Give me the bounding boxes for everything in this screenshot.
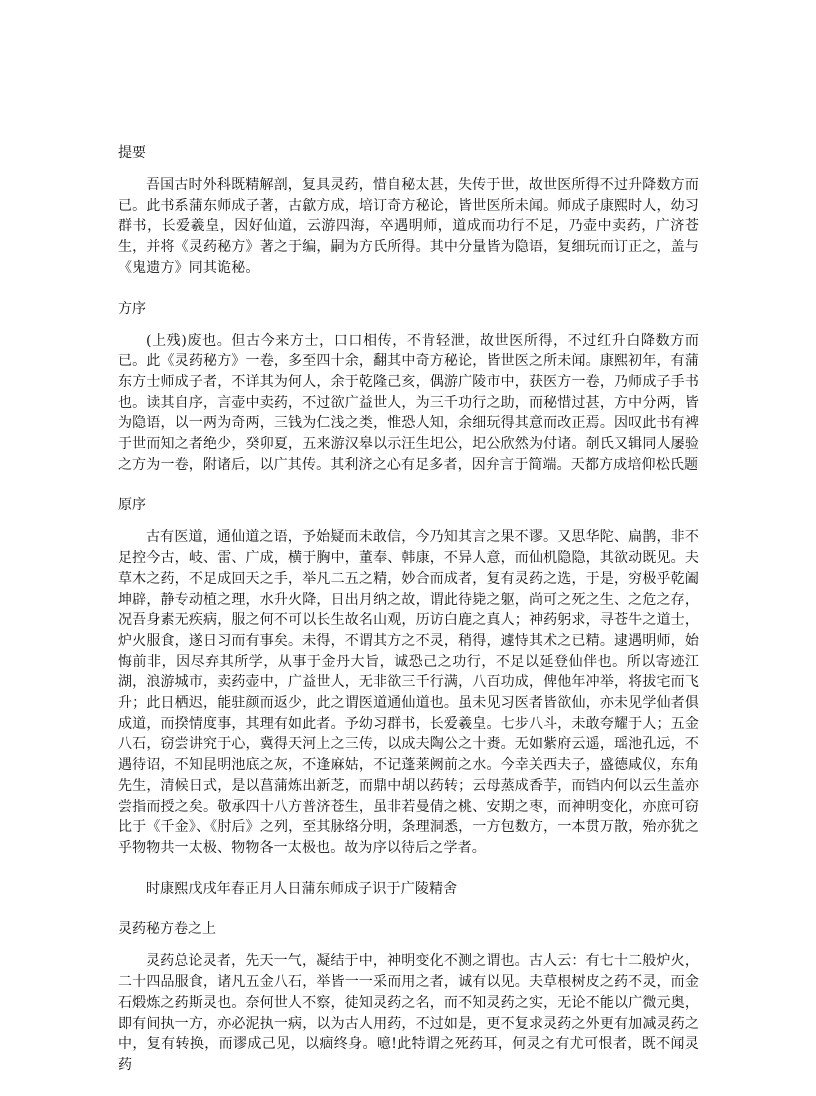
heading-juan-shang: 灵药秘方卷之上 — [118, 921, 216, 938]
section-tiyao — [118, 175, 699, 279]
signature-block — [118, 879, 699, 900]
paragraph-tiyao: 吾国古时外科既精解剖，复具灵药，惜自秘太甚，失传于世，故世医所得不过升降数方而已。此书系蒲东师成子著，古歙方成，培订奇方秘论，皆世医所未闻。师成子康熙时人，幼习群书，长爱羲皇，因好仙道，云游四海，卒遇明师，道成而功行不足，乃壶中卖药，广济苍生，并将《灵药秘方》著之于编，嗣为方氏所得。其中分量皆为隐语，复细玩而订正之，盖与《鬼遗方》同其诡秘。 — [118, 177, 699, 276]
paragraph-yuanxu: 古有医道，通仙道之语，予始疑而未敢信，今乃知其言之果不谬。又思华陀、扁鹊，非不足控今古，岐、雷、广成，横于胸中，董奉、韩康，不异人意，而仙机隐隐，其欲动既见。夫草木之药，不足成回天之手，举凡二五之精，妙合而成者，复有灵药之选，于是，穷极乎乾阖坤辟，静专动植之理，水升火降，日出月纳之故，谓此待毙之躯，尚可之死之生、之危之存，况吾身素无疾病，服之何不可以长生故名山观，历访白鹿之真人；神药躬求，寻苍牛之道士，炉火服食，遂日习而有事矣。未得，不谓其方之不灵，稍得，遽恃其术之已精。逮遇明师，始悔前非，因尽弃其所学，从事于金丹大旨，诚恐己之功行，不足以延登仙伴也。所以寄迹江湖，浪游城市，卖药壶中，广益世人，无非欲三千行满，八百功成，俾他年冲举，将拔宅而飞升；此日栖迟，能驻颜而返少，此之谓医道通仙道也。虽未见习医者皆欲仙，亦未见学仙者俱成道，而揆情度事，其理有如此者。予幼习群书，长爱羲皇。七步八斗，未敢夸耀于人；五金八石，窃尝讲究于心，冀得天河上之三传，以成夫陶公之十赉。无如紫府云遥，瑶池孔远，不遇待诏，不知昆明池底之灰，不逢麻姑，不记蓬莱阙前之水。今幸关西夫子，盛德咸仪，东角先生，清候日式，是以菖蒲炼出新芝，而鼎中胡以药转；云母蒸成香芋，而铛内何以云生盖亦尝指而授之矣。敬承四十八方普济苍生，虽非若曼倩之桃、安期之枣，而神明变化，亦庶可窃比于《千金》、《肘后》之列，至其脉络分明，条理洞悉，一方包数方，一本贯万散，殆亦犹之乎物物共一太极、物物各一太极也。故为序以待后之学者。 — [118, 529, 699, 856]
signature: 时康熙戊戌年春正月人日蒲东师成子识于广陵精舍 — [146, 880, 458, 897]
section-fangxu — [118, 331, 699, 476]
section-juan-shang — [118, 951, 699, 1075]
heading-yuanxu: 原序 — [118, 497, 146, 514]
section-yuanxu — [118, 527, 699, 858]
heading-tiyao: 提要 — [118, 145, 146, 161]
paragraph-fangxu: (上残)废也。但古今来方士，口口相传，不肯轻泄，故世医所得，不过红升白降数方而已。此《灵药秘方》一卷，多至四十余，翻其中奇方秘论，皆世医之所未闻。康熙初年，有蒲东方士师成子者，不详其为何人，余于乾隆己亥，偶游广陵市中，获医方一卷，乃师成子手书也。读其自序，言壶中卖药，不过欲广益世人，为三千功行之助，而秘惜过甚，方中分两，皆为隐语，以一两为奇两，三钱为仁浅之类，惟恐人知，余细玩得其意而改正焉。因叹此书有裨于世而知之者绝少，癸卯夏，五来游汉皋以示汪生圯公，圯公欣然为付诸。剞氏又辑同人屡验之方为一卷，附诸后，以广其传。其利济之心有足多者，因弁言于简端。天都方成培仰松氏题 — [118, 332, 699, 473]
heading-fangxu: 方序 — [118, 300, 146, 317]
paragraph-lingyao-zonglun: 灵药总论灵者，先天一气，凝结于中，神明变化不测之谓也。古人云：有七十二般炉火，二十四品服食，诸凡五金八石，举皆一一采而用之者，诚有以见。夫草根树皮之药不灵，而金石煅炼之药斯灵也。奈何世人不察，徒知灵药之名，而不知灵药之实，无论不能以广微元奥，即有间执一方，亦必泥执一病，以为古人用药，不过如是，更不复求灵药之外更有加减灵药之中，复有转换，而谬成己见，以痼终身。噫!此特谓之死药耳，何灵之有尤可恨者，既不闻灵药 — [118, 953, 699, 1073]
